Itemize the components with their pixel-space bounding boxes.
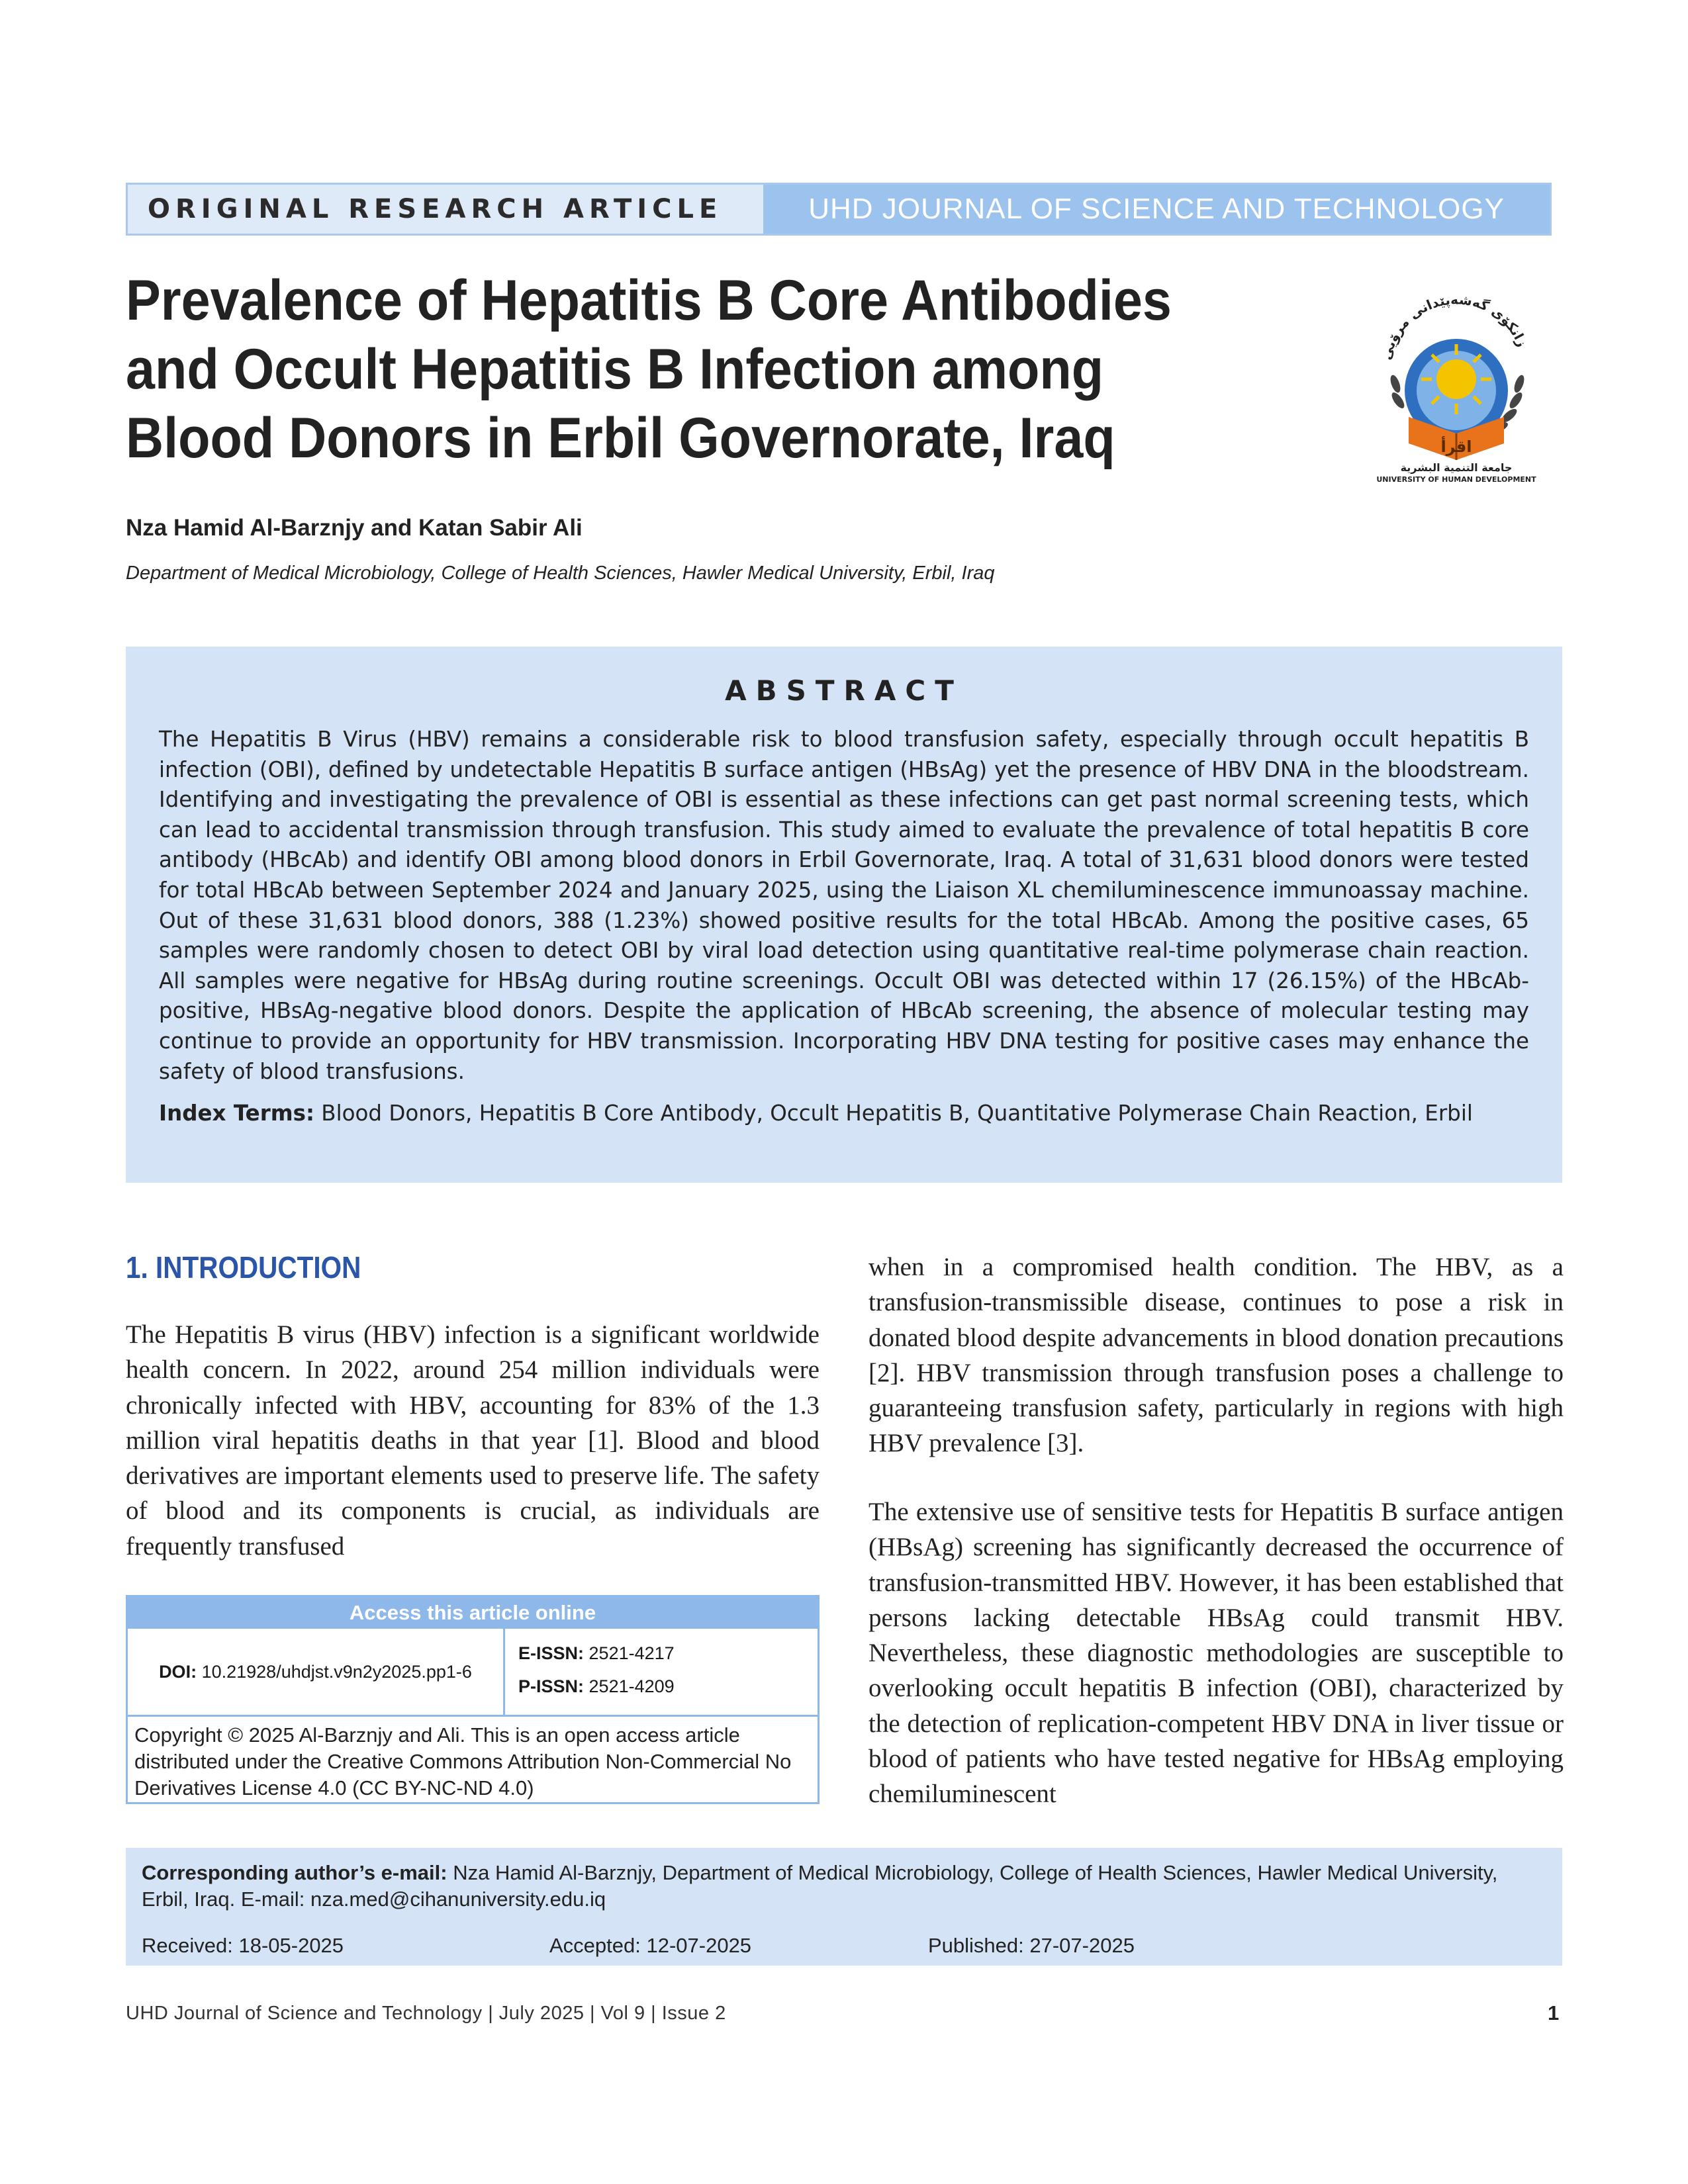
introduction-paragraph-left: The Hepatitis B virus (HBV) infection is a significant worldwide health concern. In 2022, around 254 million individuals were chronically infected with HBV, accounting for 83% of the 1.3 million viral hepatitis deaths in that year [1]. Blood and blood derivatives are important elements used to preserve life. The safety of blood and its components is crucial, as individuals are frequently transfused [126,1320,820,1561]
svg-text:UNIVERSITY OF HUMAN DEVELOPMEN: UNIVERSITY OF HUMAN DEVELOPMENT [1376,475,1536,483]
logo-arabic-arc: زانكۆی گەشەپێدانی مرۆیی [1378,291,1531,361]
copyright-notice: Copyright © 2025 Al-Barznjy and Ali. This is an open access article distributed under the Creative Commons Attribution Non-Commercial No Derivatives License 4.0 (CC BY-NC-ND 4.0) [128,1715,818,1801]
introduction-paragraph-right-2: The extensive use of sensitive tests for Hepatitis B surface antigen (HBsAg) screening has significantly decreased the occurrence of transfusion-transmitted HBV. However, it has been established that persons lacking detectable HBsAg could transmit HBV. Nevertheless, these diagnostic methodologies are susceptible to overlooking occult hepatitis B infection (OBI), characterized by the detection of replication-competent HBV DNA in liver tissue or blood of patients who have tested negative for HBsAg employing chemiluminescent [868,1498,1564,1809]
accepted-date: Accepted: 12-07-2025 [549,1934,752,1957]
doi-value[interactable]: 10.21928/uhdjst.v9n2y2025.pp1-6 [201,1661,472,1682]
article-access-box [126,1595,820,1804]
author-affiliation: Department of Medical Microbiology, College of Health Sciences, Hawler Medical University, Erbil, Iraq [126,563,995,584]
journal-footer-citation: UHD Journal of Science and Technology | July 2025 | Vol 9 | Issue 2 [126,2003,726,2024]
index-terms-label: Index Terms: [159,1101,314,1126]
introduction-paragraph-right-1: when in a compromised health condition. The HBV, as a transfusion-transmissible disease, continues to pose a risk in donated blood despite advancements in blood donation precautions [2]. HBV transmission through transfusion poses a challenge to guaranteeing transfusion safety, particularly in regions with high HBV prevalence [3]. [868,1253,1564,1458]
access-box-heading: Access this article online [128,1597,818,1629]
abstract-heading: ABSTRACT [725,674,963,707]
index-terms [159,1099,1529,1128]
page-number: 1 [1548,2001,1560,2025]
author-list: Nza Hamid Al-Barznjy and Katan Sabir Ali [126,515,583,541]
pissn-row [518,1676,675,1697]
svg-text:اقرأ: اقرأ [1440,437,1472,456]
index-terms-list: Blood Donors, Hepatitis B Core Antibody, Occult Hepatitis B, Quantitative Polymerase Chain Reaction, Erbil [321,1101,1473,1126]
article-type-label: ORIGINAL RESEARCH ARTICLE [128,185,763,234]
university-seal-icon [1357,291,1556,483]
issn-cell [505,1629,818,1715]
section-heading-introduction: 1. INTRODUCTION [126,1250,361,1285]
paper-title: Prevalence of Hepatitis B Core Antibodies and Occult Hepatitis B Infection among Blood Donors in Erbil Governorate, Iraq [126,269,1172,470]
eissn-label: E-ISSN: [518,1643,585,1663]
abstract-box [126,647,1562,1183]
journal-name-label: UHD JOURNAL OF SCIENCE AND TECHNOLOGY [763,185,1550,234]
correspondence-details: Nza Hamid Al-Barznjy, Department of Medical Microbiology, College of Health Sciences, Hawler Medical University, Erbil, Iraq. E-mail: nza.med@cihanuniversity.edu.iq [142,1861,1498,1911]
doi-label: DOI: [159,1661,197,1682]
eissn-row [518,1643,675,1664]
article-header-band [126,183,1552,236]
correspondence-label: Corresponding author’s e-mail: [142,1861,447,1884]
university-logo [1357,291,1556,483]
eissn-value: 2521-4217 [588,1643,675,1663]
correspondence-box [126,1848,1562,1966]
received-date: Received: 18-05-2025 [142,1934,344,1957]
pissn-label: P-ISSN: [518,1676,585,1696]
correspondence-text [142,1860,1545,1913]
svg-text:جامعة التنمية البشرية: جامعة التنمية البشرية [1400,461,1513,474]
doi-cell [128,1629,505,1715]
pissn-value: 2521-4209 [588,1676,675,1696]
published-date: Published: 27-07-2025 [928,1934,1135,1957]
abstract-text: The Hepatitis B Virus (HBV) remains a considerable risk to blood transfusion safety, especially through occult hepatitis B infection (OBI), defined by undetectable Hepatitis B surface antigen (HBsAg) yet the presence of HBV DNA in the bloodstream. Identifying and investigating the prevalence of OBI is essential as these infections can get past normal screening tests, which can lead to accidental transmission through transfusion. This study aimed to evaluate the prevalence of total hepatitis B core antibody (HBcAb) and identify OBI among blood donors in Erbil Governorate, Iraq. A total of 31,631 blood donors were tested for total HBcAb between September 2024 and January 2025, using the Liaison XL chemiluminescence immunoassay machine. Out of these 31,631 blood donors, 388 (1.23%) showed positive results for the total HBcAb. Among the positive cases, 65 samples were randomly chosen to detect OBI by viral load detection using quantitative real-time polymerase chain reaction. All samples were negative for HBsAg during routine screenings. Occult OBI was detected within 17 (26.15%) of the HBcAb-positive, HBsAg-negative blood donors. Despite the application of HBcAb screening, the absence of molecular testing may continue to provide an opportunity for HBV transmission. Incorporating HBV DNA testing for positive cases may enhance the safety of blood transfusions. [159,727,1529,1084]
